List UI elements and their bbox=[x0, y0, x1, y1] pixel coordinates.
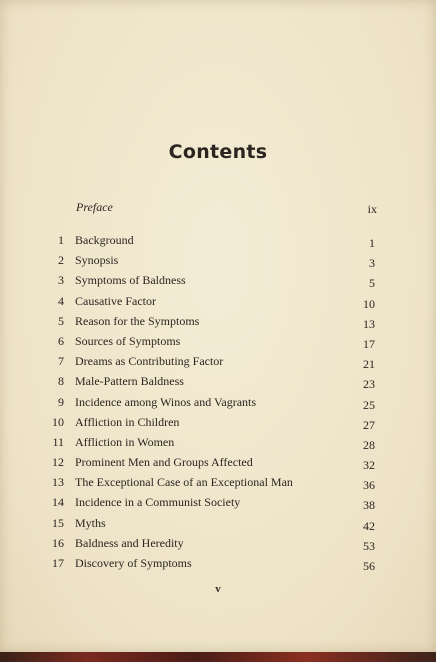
toc-entry-page: 32 bbox=[363, 458, 375, 473]
toc-entry-number: 10 bbox=[52, 414, 64, 429]
toc-entry-page: 38 bbox=[363, 498, 375, 513]
toc-entry-title: Affliction in Women bbox=[75, 434, 175, 449]
toc-entry-page: 42 bbox=[363, 518, 375, 533]
toc-entry bbox=[0, 273, 436, 293]
toc-entry-title: Reason for the Symptoms bbox=[75, 313, 200, 328]
toc-entry-number: 14 bbox=[52, 495, 64, 510]
toc-entry bbox=[0, 314, 436, 334]
toc-entry bbox=[0, 495, 436, 515]
toc-entry-title: Incidence among Winos and Vagrants bbox=[75, 394, 257, 409]
toc-entry-number: 12 bbox=[52, 455, 64, 470]
toc-entry bbox=[0, 415, 436, 435]
toc-entry-title: Causative Factor bbox=[75, 293, 156, 308]
toc-entry bbox=[0, 233, 436, 253]
toc-entry-page: 56 bbox=[363, 559, 375, 573]
toc-entry-number: 15 bbox=[52, 515, 64, 530]
toc-entry bbox=[0, 354, 436, 374]
toc-entry bbox=[0, 374, 436, 394]
toc-entry-page: 5 bbox=[369, 276, 375, 291]
toc-preface-page: ix bbox=[367, 202, 377, 216]
toc-entry-title: Myths bbox=[75, 515, 106, 530]
toc-entry-title: Affliction in Children bbox=[75, 414, 180, 429]
toc-entry-page: 17 bbox=[363, 336, 375, 351]
toc-entry-page: 13 bbox=[363, 316, 375, 331]
toc-entry bbox=[0, 334, 436, 354]
toc-entry bbox=[0, 475, 436, 495]
toc-entry-page: 28 bbox=[363, 437, 375, 452]
toc-entry bbox=[0, 516, 436, 536]
toc-entry-number: 7 bbox=[58, 354, 64, 369]
toc-entry-number: 6 bbox=[58, 333, 64, 348]
toc-entry-page: 25 bbox=[363, 397, 375, 412]
toc-entry-title: Baldness and Heredity bbox=[75, 535, 184, 550]
toc-entry-number: 5 bbox=[58, 313, 64, 328]
toc-entry-number: 9 bbox=[58, 394, 64, 409]
toc-entry-title: Male-Pattern Baldness bbox=[75, 374, 184, 389]
toc-entry-number: 16 bbox=[52, 535, 64, 550]
toc-entry bbox=[0, 455, 436, 475]
toc-entry-number: 4 bbox=[58, 293, 64, 308]
toc-entry-title: Sources of Symptoms bbox=[75, 333, 181, 348]
toc-entry-page: 36 bbox=[363, 478, 375, 493]
toc-entry-number: 3 bbox=[58, 273, 64, 288]
toc-entry-number: 11 bbox=[52, 434, 64, 449]
toc-entry bbox=[0, 556, 436, 576]
toc-entry-title: Prominent Men and Groups Affected bbox=[75, 455, 253, 470]
toc-entry bbox=[0, 536, 436, 556]
toc-entry-page: 3 bbox=[369, 256, 375, 271]
toc-entry-title: The Exceptional Case of an Exceptional Man bbox=[75, 475, 293, 490]
toc-entry-title: Dreams as Contributing Factor bbox=[75, 354, 224, 369]
toc-entry-page: 27 bbox=[363, 417, 375, 432]
toc-entry-number: 17 bbox=[52, 556, 64, 570]
toc-entry bbox=[0, 253, 436, 273]
toc-entry-page: 21 bbox=[363, 357, 375, 372]
toc-entry-title: Synopsis bbox=[75, 253, 119, 268]
book-cover-edge bbox=[0, 652, 436, 662]
toc-entry-title: Background bbox=[75, 233, 134, 247]
page-title: Contents bbox=[168, 141, 268, 163]
toc-entry bbox=[0, 294, 436, 314]
toc-entry-number: 13 bbox=[52, 475, 64, 490]
toc-entry-page: 53 bbox=[363, 538, 375, 553]
table-of-contents bbox=[0, 233, 436, 576]
toc-entry-page: 10 bbox=[363, 296, 375, 311]
toc-entry-title: Incidence in a Communist Society bbox=[75, 495, 241, 510]
toc-entry-page: 23 bbox=[363, 377, 375, 392]
toc-entry-number: 1 bbox=[58, 233, 64, 247]
toc-entry bbox=[0, 395, 436, 415]
toc-entry-page: 1 bbox=[369, 236, 375, 250]
toc-entry-number: 2 bbox=[58, 253, 64, 268]
toc-entry bbox=[0, 435, 436, 455]
toc-entry-title: Discovery of Symptoms bbox=[75, 556, 192, 570]
page-number: v bbox=[215, 583, 221, 595]
toc-preface-label: Preface bbox=[76, 200, 113, 214]
toc-entry-title: Symptoms of Baldness bbox=[75, 273, 186, 288]
toc-entry-number: 8 bbox=[58, 374, 64, 389]
